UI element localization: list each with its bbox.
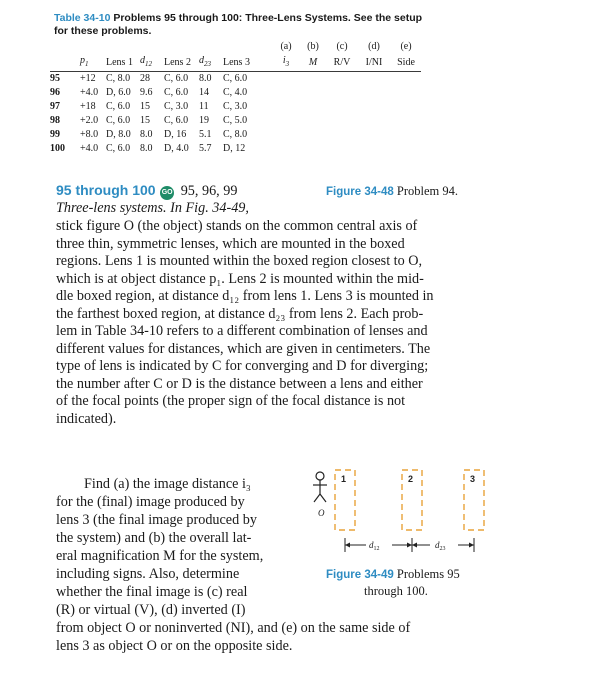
cell-d12: 8.0	[140, 129, 153, 140]
header-d12: $d_{12}$	[140, 54, 164, 72]
header-i3: $i_3$	[273, 54, 299, 72]
cell-p1: +8.0	[80, 129, 99, 140]
table-row	[50, 86, 421, 100]
header-lens2: Lens 2	[164, 54, 199, 72]
row-number: 98	[50, 115, 60, 126]
table-number: Table 34-10	[54, 12, 111, 24]
problem-text-line: the farthest boxed region, at distance d₂₃ from lens 2. Each prob-	[56, 305, 424, 322]
cell-lens2: D, 16	[164, 129, 187, 140]
problem-text-line: of the focal points (the proper sign of the focal distance is not	[56, 393, 406, 409]
go-badge-icon: GO	[160, 186, 174, 200]
cell-p1: +2.0	[80, 115, 99, 126]
header-side: Side	[391, 54, 421, 72]
problem-text-line: from object O or noninverted (NI), and (e) on the same side of	[56, 620, 411, 636]
problem-text-line: (R) or virtual (V), (d) inverted (I)	[56, 602, 246, 618]
cell-d23: 19	[199, 115, 209, 126]
figure-49-text: Problems 95	[396, 567, 460, 581]
problem-text-line: eral magnification M for the system,	[56, 548, 264, 564]
lens-2-label: 2	[408, 474, 414, 484]
header-INI: I/NI	[357, 54, 391, 72]
cell-d12: 15	[140, 101, 150, 112]
header-RV: R/V	[327, 54, 357, 72]
problem-text-line: the system) and (b) the overall lat-	[56, 530, 252, 546]
figure-49-caption	[326, 566, 460, 599]
cell-d23: 8.0	[199, 73, 212, 84]
cell-lens3: C, 8.0	[223, 129, 248, 140]
lens-3-label: 3	[470, 474, 476, 484]
problem-text-line: which is at object distance p₁. Lens 2 is mounted within the mid-	[56, 270, 424, 287]
cell-d12: 28	[140, 73, 150, 84]
problem-text-line: for the (final) image produced by	[56, 494, 245, 510]
row-number: 100	[50, 143, 65, 154]
answer-letter-d: (d)	[368, 41, 380, 52]
table-caption	[54, 12, 422, 38]
cell-lens3: D, 12	[223, 143, 246, 154]
cell-lens3: C, 6.0	[223, 73, 248, 84]
problem-header	[56, 182, 237, 201]
answer-letter-e: (e)	[400, 41, 412, 52]
problem-text-line: lem in Table 34-10 refers to a different combination of lenses and	[56, 323, 428, 339]
table-row	[50, 100, 421, 114]
problem-text-line: whether the final image is (c) real	[56, 584, 248, 600]
object-label: O	[318, 508, 325, 518]
table-caption-text: Problems 95 through 100: Three-Lens Systems. See the setup	[113, 12, 423, 24]
cell-lens1: D, 8.0	[106, 129, 131, 140]
d23-label: $d_{23}$	[435, 540, 446, 552]
problem-text-line: Find (a) the image distance i₃	[84, 476, 251, 492]
problem-text-line: lens 3 as object O or on the opposite side.	[56, 638, 293, 654]
figure-48-text: Problem 94.	[396, 184, 458, 198]
figure-49-text-2: through 100.	[364, 584, 428, 598]
table-row	[50, 128, 421, 142]
table-row	[50, 72, 421, 87]
cell-d23: 5.1	[199, 129, 212, 140]
cell-lens2: C, 3.0	[164, 101, 189, 112]
header-M: M	[299, 54, 327, 72]
figure-48-label: Figure 34-48	[326, 186, 394, 198]
cell-lens3: C, 4.0	[223, 87, 248, 98]
cell-lens2: C, 6.0	[164, 73, 189, 84]
problem-text-line: different values for distances, which are given in centimeters. The	[56, 340, 431, 357]
cell-p1: +12	[80, 73, 96, 84]
header-p1: $p_1$	[80, 54, 106, 72]
problem-text-line: lens 3 (the final image produced by	[56, 512, 257, 528]
header-d23: $d_{23}$	[199, 54, 223, 72]
problem-text-line: stick figure O (the object) stands on the common central axis of	[56, 218, 418, 234]
header-lens1: Lens 1	[106, 54, 140, 72]
answer-letter-row	[50, 40, 421, 54]
cell-p1: +4.0	[80, 143, 99, 154]
cell-p1: +4.0	[80, 87, 99, 98]
answer-letter-c: (c)	[336, 41, 348, 52]
cell-p1: +18	[80, 101, 96, 112]
cell-lens1: C, 8.0	[106, 73, 131, 84]
problem-number: 95 through 100	[56, 182, 156, 198]
problem-title-line: Three-lens systems. In Fig. 34-49,	[56, 200, 249, 216]
cell-lens3: C, 5.0	[223, 115, 248, 126]
row-number: 96	[50, 87, 60, 98]
problem-text-line: indicated).	[56, 410, 117, 427]
cell-d12: 15	[140, 115, 150, 126]
problem-refs: 95, 96, 99	[180, 183, 238, 199]
cell-d23: 14	[199, 87, 209, 98]
header-lens3: Lens 3	[223, 54, 273, 72]
stick-figure-object-icon	[313, 472, 327, 502]
cell-lens2: D, 4.0	[164, 143, 189, 154]
cell-d23: 5.7	[199, 143, 212, 154]
cell-lens1: C, 6.0	[106, 143, 131, 154]
lens-1-label: 1	[341, 474, 347, 484]
answer-letter-b: (b)	[307, 41, 319, 52]
table-row	[50, 142, 421, 156]
table-row	[50, 114, 421, 128]
cell-d12: 8.0	[140, 143, 153, 154]
cell-lens1: D, 6.0	[106, 87, 131, 98]
three-lens-table	[50, 40, 421, 156]
problem-text-line: three thin, symmetric lenses, which are mounted in the boxed	[56, 235, 405, 252]
table-header-row	[50, 54, 421, 72]
figure-49-label: Figure 34-49	[326, 569, 394, 581]
problem-text-line: regions. Lens 1 is mounted within the boxed region closest to O,	[56, 253, 423, 269]
cell-lens2: C, 6.0	[164, 115, 189, 126]
problem-text-line: the number after C or D is the distance between a lens and either	[56, 375, 423, 392]
row-number: 99	[50, 129, 60, 140]
d12-label: $d_{12}$	[369, 540, 380, 552]
problem-text-line: dle boxed region, at distance d₁₂ from lens 1. Lens 3 is mounted in	[56, 288, 434, 304]
table-caption-text-2: for these problems.	[54, 25, 152, 37]
cell-lens3: C, 3.0	[223, 101, 248, 112]
cell-lens2: C, 6.0	[164, 87, 189, 98]
three-lens-diagram	[308, 466, 508, 566]
row-number: 95	[50, 73, 60, 84]
cell-lens1: C, 6.0	[106, 101, 131, 112]
problem-text-line: including signs. Also, determine	[56, 566, 240, 582]
cell-d23: 11	[199, 101, 209, 112]
cell-d12: 9.6	[140, 87, 153, 98]
cell-lens1: C, 6.0	[106, 115, 131, 126]
problem-text-line: type of lens is indicated by C for converging and D for diverging;	[56, 358, 429, 374]
answer-letter-a: (a)	[280, 41, 292, 52]
row-number: 97	[50, 101, 60, 112]
figure-48-caption	[326, 183, 458, 200]
